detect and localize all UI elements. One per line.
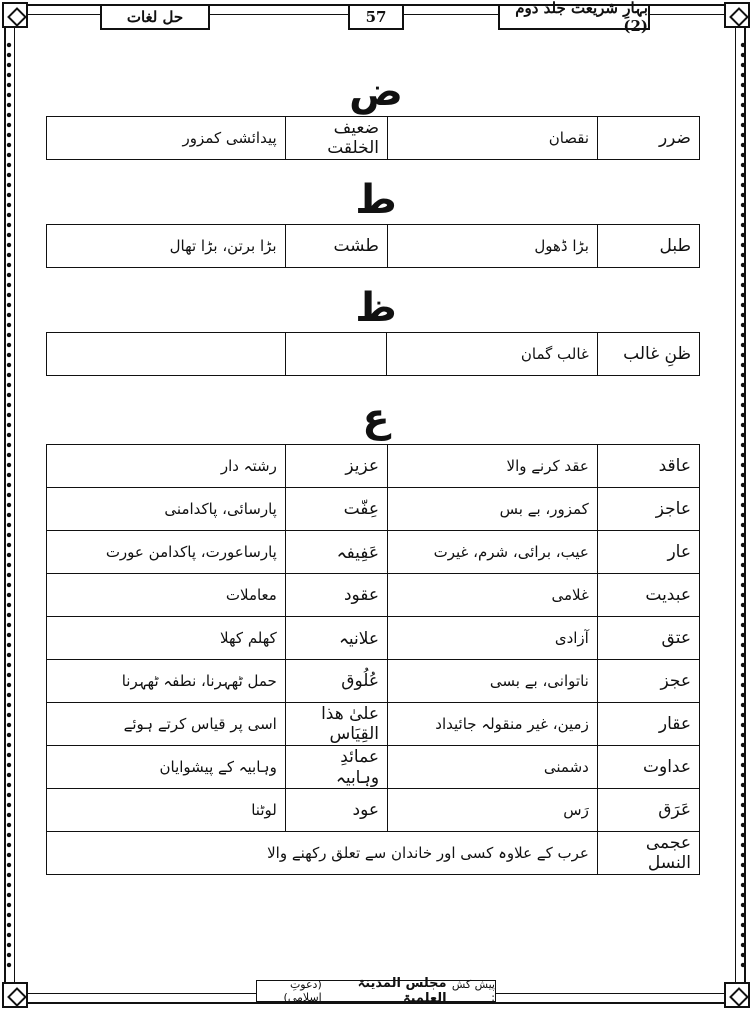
meaning-cell: غلامی (388, 574, 598, 617)
meaning-cell: حمل ٹھہرنا، نطفہ ٹھہرنا (47, 660, 286, 703)
word-cell: طبل (597, 225, 699, 268)
meaning-cell: نقصان (388, 117, 598, 160)
meaning-cell: ناتوانی، بے بسی (388, 660, 598, 703)
publisher-note: (دعوتِ اسلامی) (283, 978, 322, 1004)
word-cell: ضرر (598, 117, 700, 160)
meaning-cell: معاملات (47, 574, 286, 617)
table-row (47, 574, 700, 617)
word-cell: عَرَق (597, 789, 699, 832)
word-cell: عقار (597, 703, 699, 746)
meaning-cell: رشتہ دار (47, 445, 286, 488)
word-cell: عجمی النسل (597, 832, 699, 875)
meaning-cell: کھلم کھلا (47, 617, 286, 660)
section-title: حل لغات (100, 4, 210, 30)
book-title: بہارِ شریعت جلد دوم (2) (498, 4, 650, 30)
table-row (47, 746, 700, 789)
word-cell: عاجز (597, 488, 699, 531)
table-row (47, 225, 700, 268)
letter-heading-zoe: ظ (355, 285, 397, 331)
glossary-table-zad (46, 116, 700, 160)
word-cell: ظنِ غالب (597, 333, 699, 376)
letter-heading-toe: ط (355, 177, 397, 223)
word-cell: عُلُوق (285, 660, 387, 703)
meaning-cell: بڑا برتن، بڑا تھال (47, 225, 286, 268)
meaning-cell: کمزور، بے بس (388, 488, 598, 531)
word-cell: عِفّت (285, 488, 387, 531)
meaning-cell (47, 333, 286, 376)
glossary-table-toe (46, 224, 700, 268)
word-cell: ضعیف الخلقت (285, 117, 387, 160)
meaning-cell: پارسائی، پاکدامنی (47, 488, 286, 531)
letter-heading-zad: ض (349, 69, 403, 115)
page-footer (256, 976, 496, 1006)
table-row (47, 832, 700, 875)
table-row (47, 660, 700, 703)
word-cell: طشت (285, 225, 387, 268)
meaning-cell: زمین، غیر منقولہ جائیداد (388, 703, 598, 746)
table-row (47, 703, 700, 746)
table-row (47, 789, 700, 832)
page-header (100, 0, 650, 35)
word-cell: عزیز (285, 445, 387, 488)
meaning-cell: آزادی (388, 617, 598, 660)
meaning-cell: لوٹنا (47, 789, 286, 832)
meaning-cell: پیدائشی کمزور (47, 117, 286, 160)
word-cell: عود (285, 789, 387, 832)
corner-ornament-top-right (724, 2, 750, 28)
meaning-cell: عرب کے علاوہ کسی اور خاندان سے تعلق رکھنے والا (47, 832, 598, 875)
word-cell: عجز (597, 660, 699, 703)
page-number: 57 (348, 4, 404, 30)
corner-ornament-bottom-left (2, 982, 28, 1008)
word-cell: عَفِیفہ (285, 531, 387, 574)
meaning-cell: بڑا ڈھول (387, 225, 597, 268)
meaning-cell: دشمنی (388, 746, 598, 789)
meaning-cell: اسی پر قیاس کرتے ہوئے (47, 703, 286, 746)
corner-ornament-bottom-right (724, 982, 750, 1008)
table-row (47, 531, 700, 574)
letter-heading-ain: ع (362, 395, 390, 441)
glossary-table-zoe (46, 332, 700, 376)
table-row (47, 445, 700, 488)
meaning-cell: رَس (388, 789, 598, 832)
word-cell: عداوت (597, 746, 699, 789)
word-cell: عاقد (597, 445, 699, 488)
glossary-table-ain (46, 444, 700, 875)
word-cell: عبدیت (597, 574, 699, 617)
publisher-name: مجلس المدینۃ العلمیۃ (357, 976, 447, 1006)
word-cell: علیٰ ھذا القِیَاس (285, 703, 387, 746)
meaning-cell: عیب، برائی، شرم، غیرت (388, 531, 598, 574)
table-row (47, 617, 700, 660)
word-cell: عقود (285, 574, 387, 617)
table-row (47, 488, 700, 531)
footer-label: پیش کش : (451, 978, 495, 1004)
corner-ornament-top-left (2, 2, 28, 28)
meaning-cell: پارساعورت، پاکدامن عورت (47, 531, 286, 574)
meaning-cell: عقد کرنے والا (388, 445, 598, 488)
word-cell (285, 333, 387, 376)
meaning-cell: وہابیہ کے پیشوایان (47, 746, 286, 789)
word-cell: عمائدِ وہابیہ (285, 746, 387, 789)
table-row (47, 117, 700, 160)
word-cell: علانیہ (285, 617, 387, 660)
word-cell: عتق (597, 617, 699, 660)
meaning-cell: غالب گمان (387, 333, 597, 376)
table-row (47, 333, 700, 376)
word-cell: عار (597, 531, 699, 574)
